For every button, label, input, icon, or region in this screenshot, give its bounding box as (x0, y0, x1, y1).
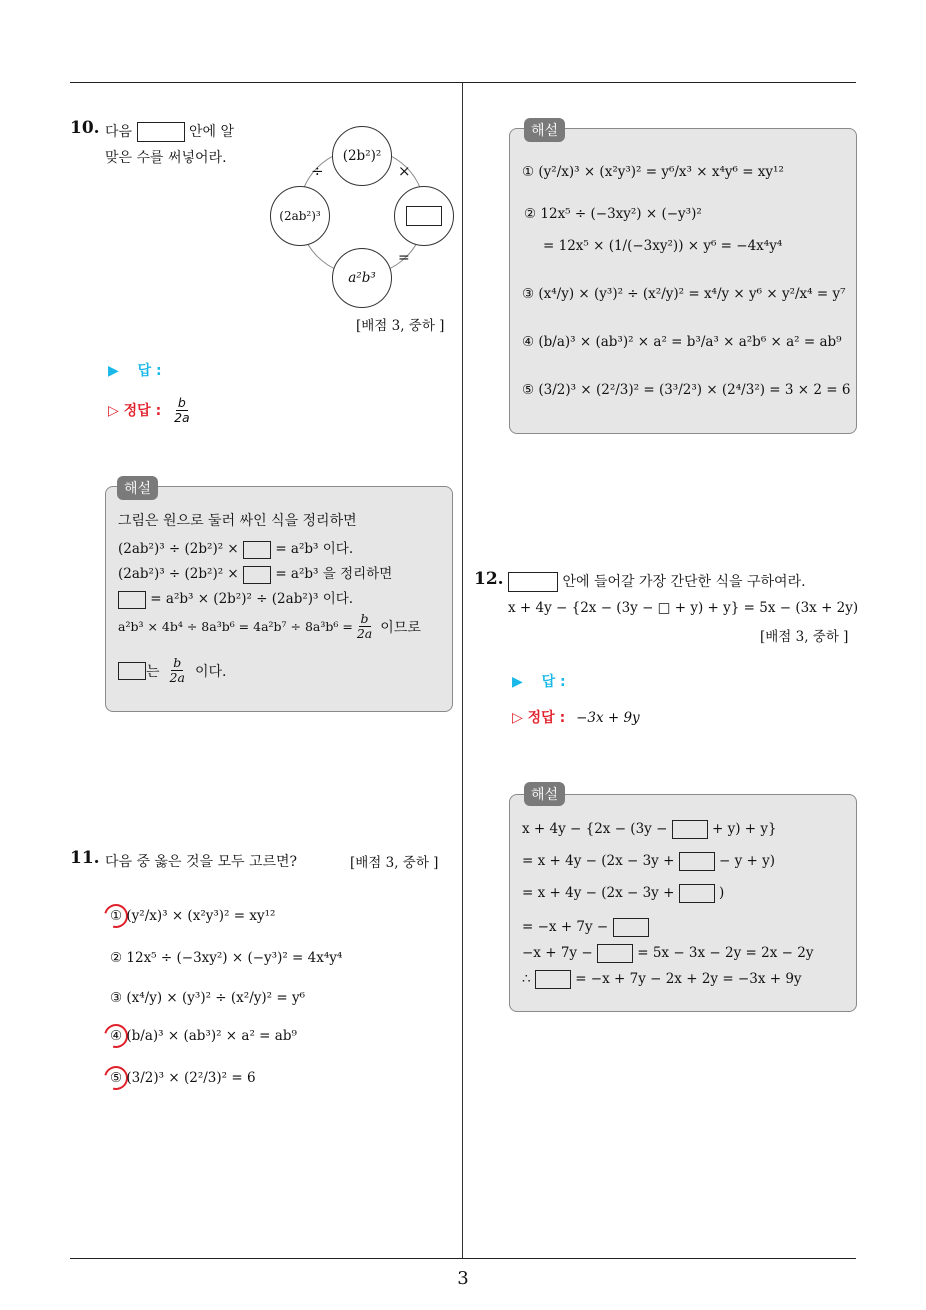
triangle-outline-icon: ▷ (108, 402, 119, 419)
q10-correct-fraction: $\frac{b}{2a}$ (174, 395, 190, 426)
q12-sol-line6: ∴ = −x + 7y − 2x + 2y = −3x + 9y (522, 971, 802, 987)
triangle-outline-icon: ▷ (512, 710, 523, 726)
q12-sol-line5: −x + 7y − = 5x − 3x − 2y = 2x − 2y (522, 945, 814, 961)
q12-sol-line4: = −x + 7y − (522, 918, 649, 937)
q12-correct-value: −3x + 9y (576, 710, 640, 726)
play-icon: ▶ (108, 363, 119, 379)
q11-prompt: 다음 중 옳은 것을 모두 고르면? (105, 854, 298, 870)
q10-sol-line1: 그림은 원으로 둘러 싸인 식을 정리하면 (118, 513, 357, 529)
q12-sol-line1: x + 4y − {2x − (3y − + y) + y} (522, 821, 777, 837)
q10-circle-right-blank (406, 206, 442, 226)
q12-equation: x + 4y − {2x − (3y − □ + y) + y} = 5x − (3x + 2y) (508, 600, 859, 616)
q10-text-a: 다음 (105, 124, 133, 140)
q10-times-sign: × (398, 162, 411, 180)
q10-sol-line3: (2ab²)³ ÷ (2b²)² × = a²b³ 을 정리하면 (118, 566, 393, 582)
play-icon: ▶ (512, 674, 523, 690)
q11-sol-line1: ① (y²/x)³ × (x²y³)² = y⁶/x³ × x⁴y⁶ = xy¹² (522, 164, 784, 180)
q10-divide-sign: ÷ (311, 162, 324, 180)
q11-meta: [배점 3, 중하 ] (350, 855, 439, 871)
q10-solution-tag: 해설 (117, 476, 158, 500)
q10-sol-line2: (2ab²)³ ÷ (2b²)² × = a²b³ 이다. (118, 541, 354, 557)
q11-sol-line6: ⑤ (3/2)³ × (2²/3)² = (3³/2³) × (2⁴/3²) = 3 × 2 = 6 (522, 382, 851, 398)
q11-option-5[interactable]: ⑤ (3/2)³ × (2²/3)² = 6 (110, 1070, 256, 1086)
q10-sol-line5: a²b³ × 4b⁴ ÷ 8a³b⁶ = 4a²b⁷ ÷ 8a³b⁶ = $\frac{b}{2a}$ 이므로 (118, 611, 421, 642)
column-divider (462, 83, 463, 1258)
q10-circle-top: (2b²)² (332, 126, 392, 186)
q10-correct-row: ▷ 정답 : $\frac{b}{2a}$ (108, 395, 190, 426)
q11-solution-tag: 해설 (524, 118, 565, 142)
q11-number: 11. (70, 848, 100, 868)
q10-meta: [배점 3, 중하 ] (356, 318, 445, 334)
q11-sol-line5: ④ (b/a)³ × (ab³)² × a² = b³/a³ × a²b⁶ × a² = ab⁹ (522, 334, 842, 350)
q10-equals-sign: = (398, 250, 410, 266)
q10-blank-box (137, 122, 185, 142)
q11-sol-line3: = 12x⁵ × (1/(−3xy²)) × y⁶ = −4x⁴y⁴ (543, 238, 783, 254)
q12-number: 12. (474, 569, 504, 589)
q10-prompt-line2: 맞은 수를 써넣어라. (105, 150, 227, 166)
q10-answer-row: ▶ 답 : (108, 363, 162, 379)
q10-sol-line6: 는 $\frac{b}{2a}$ 이다. (118, 656, 226, 686)
q12-solution-tag: 해설 (524, 782, 565, 806)
q10-circle-bottom: a²b³ (332, 248, 392, 308)
q10-circle-left: (2ab²)³ (270, 186, 330, 246)
q10-prompt-line1 (105, 121, 234, 142)
q12-sol-line3: = x + 4y − (2x − 3y + ) (522, 885, 725, 901)
q12-sol-line2: = x + 4y − (2x − 3y + − y + y) (522, 853, 776, 869)
q11-option-2[interactable]: ② 12x⁵ ÷ (−3xy²) × (−y³)² = 4x⁴y⁴ (110, 950, 343, 966)
q12-meta: [배점 3, 중하 ] (760, 629, 849, 645)
q11-option-3[interactable]: ③ (x⁴/y) × (y³)² ÷ (x²/y)² = y⁶ (110, 990, 305, 1006)
bottom-rule (70, 1258, 856, 1259)
q10-circle-right (394, 186, 454, 246)
q12-correct-row: ▷ 정답 : −3x + 9y (512, 710, 640, 726)
q12-blank-box (508, 572, 558, 592)
top-rule (70, 82, 856, 83)
q11-sol-line4: ③ (x⁴/y) × (y³)² ÷ (x²/y)² = x⁴/y × y⁶ × y²/x⁴ = y⁷ (522, 286, 846, 302)
page-number: 3 (457, 1268, 469, 1289)
q12-prompt: 안에 들어갈 가장 간단한 식을 구하여라. (508, 571, 806, 592)
q10-text-b: 안에 알 (188, 124, 234, 140)
q12-answer-row: ▶ 답 : (512, 674, 566, 690)
q10-sol-line4: = a²b³ × (2b²)² ÷ (2ab²)³ 이다. (118, 587, 353, 609)
q11-option-1[interactable]: ① (y²/x)³ × (x²y³)² = xy¹² (110, 908, 276, 924)
q11-sol-line2: ② 12x⁵ ÷ (−3xy²) × (−y³)² (524, 206, 702, 222)
q10-number: 10. (70, 118, 100, 138)
q11-option-4[interactable]: ④ (b/a)³ × (ab³)² × a² = ab⁹ (110, 1028, 297, 1044)
